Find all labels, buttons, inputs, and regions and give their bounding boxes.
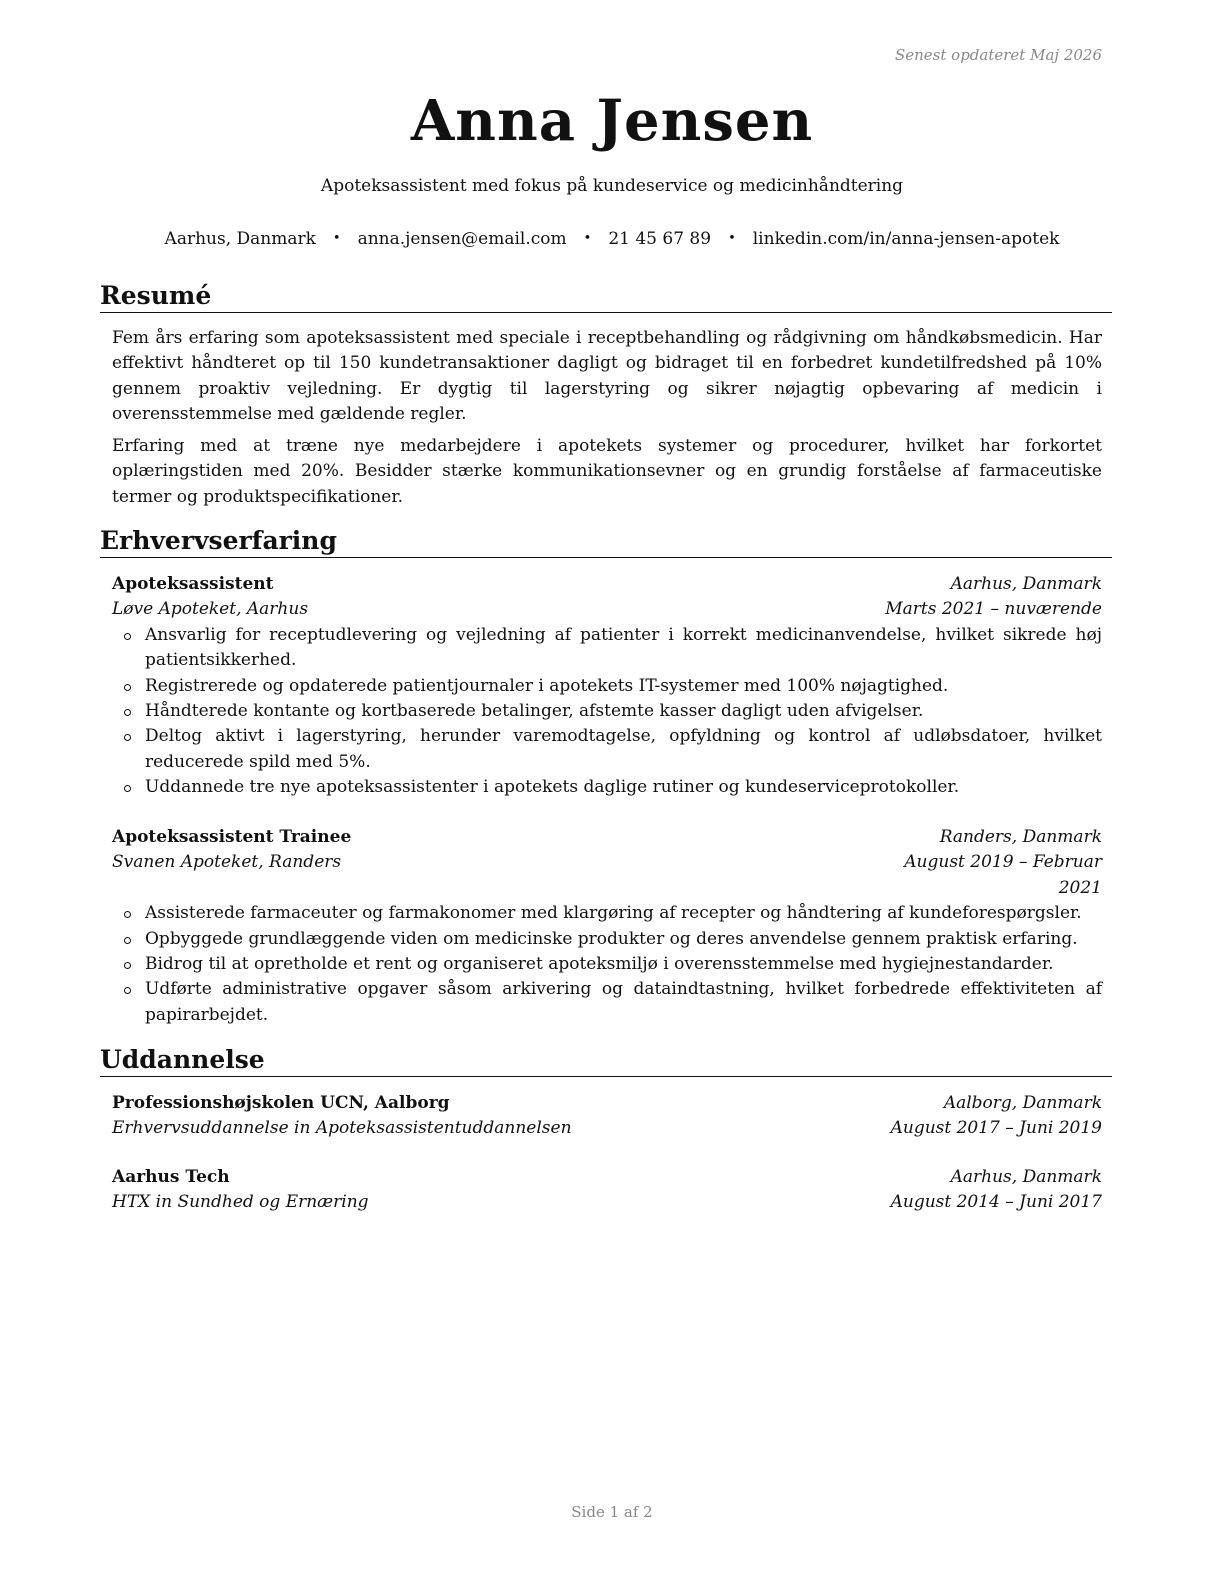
list-item: Håndterede kontante og kortbaserede betalinger, afstemte kasser dagligt uden afvigelser.: [112, 699, 1102, 724]
education-entry: [112, 1165, 1102, 1216]
list-item: Registrerede og opdaterede patientjournaler i apotekets IT-systemer med 100% nøjagtighed.: [112, 674, 1102, 699]
job-title: Apoteksassistent: [112, 574, 274, 594]
page-number: Side 1 af 2: [571, 1503, 653, 1521]
contact-location: Aarhus, Danmark: [164, 229, 316, 249]
list-item: Ansvarlig for receptudlevering og vejledning af patienter i korrekt medicinanvendelse, hvilket sikrede høj patientsikkerhed.: [112, 623, 1102, 674]
bullet-separator: •: [332, 231, 341, 246]
school-name: Professionshøjskolen UCN, Aalborg: [112, 1093, 450, 1113]
bullet-separator: •: [583, 231, 592, 246]
contact-email[interactable]: anna.jensen@email.com: [357, 229, 567, 249]
list-item: Uddannede tre nye apoteksassistenter i apotekets daglige rutiner og kundeserviceprotokoller.: [112, 775, 1102, 800]
candidate-name: Anna Jensen: [410, 88, 814, 154]
degree: Erhvervsuddannelse in Apoteksassistentuddannelsen: [112, 1118, 572, 1139]
section-heading-summary: Resumé: [100, 281, 1112, 313]
list-item: Bidrog til at opretholde et rent og organiseret apoteksmiljø i overensstemmelse med hygiejnestandarder.: [112, 952, 1102, 977]
list-item: Opbyggede grundlæggende viden om medicinske produkter og deres anvendelse gennem praktisk erfaring.: [112, 927, 1102, 952]
list-item: Assisterede farmaceuter og farmakonomer med klargøring af recepter og håndtering af kundeforespørgsler.: [112, 901, 1102, 926]
job-entry: [112, 572, 1102, 801]
contact-phone: 21 45 67 89: [608, 229, 712, 249]
tagline: Apoteksassistent med fokus på kundeservice og medicinhåndtering: [320, 176, 904, 196]
job-location: Aarhus, Danmark: [950, 574, 1102, 594]
education-dates: August 2017 – Juni 2019: [890, 1118, 1102, 1139]
job-title: Apoteksassistent Trainee: [112, 827, 352, 847]
summary-paragraph: Erfaring med at træne nye medarbejdere i apotekets systemer og procedurer, hvilket har forkortet oplæringstiden med 20%. Besidder stærke kommunikationsevner og en grundig forståelse af farmaceutiske termer og produktspecifikationer.: [112, 436, 1102, 507]
job-dates: Marts 2021 – nuværende: [885, 599, 1102, 620]
bullet-separator: •: [728, 231, 736, 246]
job-employer: Svanen Apoteket, Randers: [112, 852, 342, 873]
job-employer: Løve Apoteket, Aarhus: [112, 599, 309, 620]
job-dates: August 2019 – Februar 2021: [904, 852, 1102, 898]
school-location: Aalborg, Danmark: [943, 1093, 1102, 1113]
summary-paragraph: Fem års erfaring som apoteksassistent med speciale i receptbehandling og rådgivning om håndkøbsmedicin. Har effektivt håndteret op til 150 kundetransaktioner dagligt og bidraget til en forbedret kundetilfredshed på 10% gennem proaktiv vejledning. Er dygtig til lagerstyring og sikrer nøjagtig opbevaring af medicin i overensstemmelse med gældende regler.: [112, 328, 1102, 425]
contact-linkedin[interactable]: linkedin.com/in/anna-jensen-apotek: [752, 229, 1060, 249]
job-bullets: [112, 901, 1102, 1028]
list-item: Deltog aktivt i lagerstyring, herunder varemodtagelse, opfyldning og kontrol af udløbsdatoer, hvilket reducerede spild med 5%.: [112, 724, 1102, 775]
last-updated: Senest opdateret Maj 2026: [894, 46, 1102, 64]
school-name: Aarhus Tech: [112, 1167, 230, 1187]
education-dates: August 2014 – Juni 2017: [890, 1192, 1102, 1213]
contact-line: [0, 229, 1224, 249]
school-location: Aarhus, Danmark: [950, 1167, 1102, 1187]
section-heading-experience: Erhvervserfaring: [100, 526, 1112, 558]
list-item: Udførte administrative opgaver såsom arkivering og dataindtastning, hvilket forbedrede effektiviteten af papirarbejdet.: [112, 977, 1102, 1028]
section-heading-education: Uddannelse: [100, 1045, 1112, 1077]
education-entry: [112, 1091, 1102, 1142]
degree: HTX in Sundhed og Ernæring: [112, 1192, 369, 1213]
job-entry: [112, 825, 1102, 1028]
job-location: Randers, Danmark: [939, 827, 1102, 847]
job-bullets: [112, 623, 1102, 801]
